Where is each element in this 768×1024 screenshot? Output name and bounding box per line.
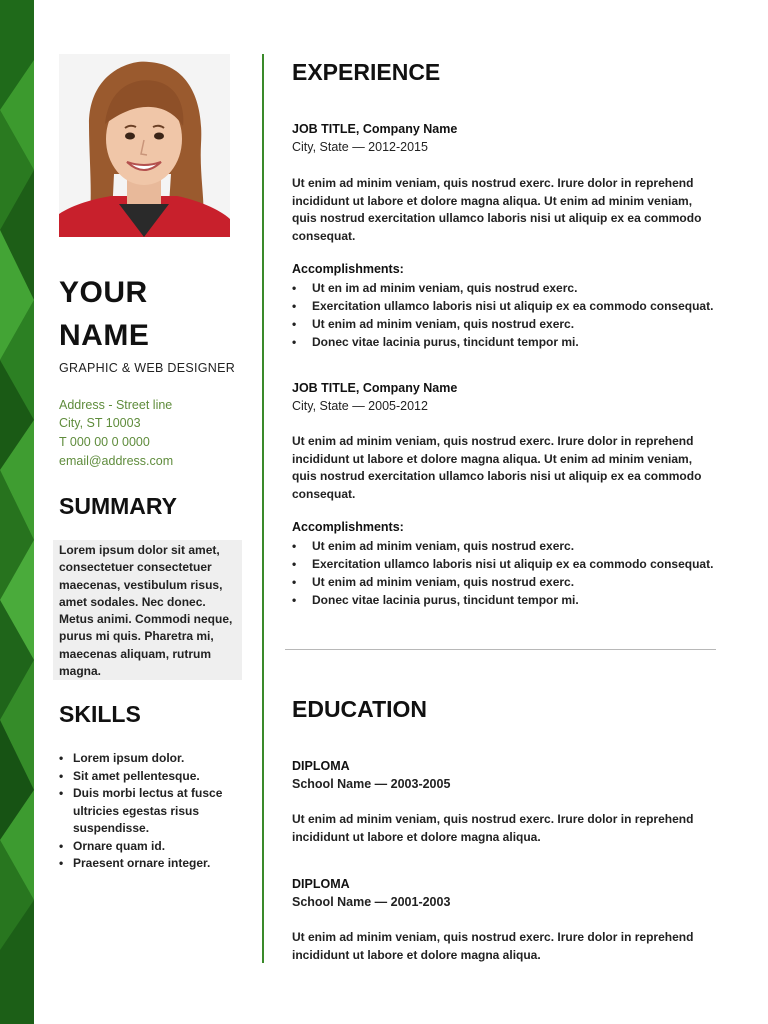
section-divider (285, 649, 716, 650)
summary-heading: SUMMARY (59, 493, 177, 519)
contact-address: Address - Street line (59, 398, 173, 412)
skills-heading: SKILLS (59, 701, 141, 727)
education-2-title: DIPLOMA (292, 877, 350, 891)
job-2-title: JOB TITLE, Company Name (292, 381, 458, 395)
education-heading: EDUCATION (292, 696, 428, 722)
job-1-title: JOB TITLE, Company Name (292, 122, 458, 136)
job-1-meta: City, State — 2012-2015 (292, 140, 428, 154)
name-line-1: YOUR (59, 276, 148, 309)
accomplishment-item: • Donec vitae lacinia purus, tincidunt tempor mi. (292, 333, 722, 351)
job-role: GRAPHIC & WEB DESIGNER (59, 361, 236, 375)
summary-box (53, 540, 242, 680)
accomplishment-item: • Donec vitae lacinia purus, tincidunt tempor mi. (292, 591, 722, 609)
job-1-description: Ut enim ad minim veniam, quis nostrud exerc. Irure dolor in reprehend incididunt ut labore et dolore magna aliqua. Ut enim ad minim veniam, quis nostrud exercitation ullamco laboris nisi ut aliquip ex ea commodo consequat. (292, 176, 702, 243)
contact-email[interactable]: email@address.com (59, 454, 174, 468)
education-2-description: Ut enim ad minim veniam, quis nostrud exerc. Irure dolor in reprehend incididunt ut labore et dolore magna aliqua. (292, 930, 694, 962)
education-1-meta: School Name — 2003-2005 (292, 777, 451, 791)
contact-city: City, ST 10003 (59, 416, 141, 430)
name-line-2: NAME (59, 319, 150, 352)
education-1-description: Ut enim ad minim veniam, quis nostrud exerc. Irure dolor in reprehend incididunt ut labore et dolore magna aliqua. (292, 812, 694, 844)
accomplishment-item: • Ut enim ad minim veniam, quis nostrud exerc. (292, 537, 722, 555)
accomplishment-item: • Exercitation ullamco laboris nisi ut aliquip ex ea commodo consequat. (292, 297, 722, 315)
job-2-meta: City, State — 2005-2012 (292, 399, 428, 413)
profile-photo (59, 54, 230, 237)
skill-item: • Sit amet pellentesque. (59, 768, 239, 786)
job-2-description: Ut enim ad minim veniam, quis nostrud exerc. Irure dolor in reprehend incididunt ut labore et dolore magna aliqua. Ut enim ad minim veniam, quis nostrud exercitation ullamco laboris nisi ut aliquip ex ea commodo consequat. (292, 434, 702, 501)
decorative-green-strip (0, 0, 34, 1024)
job-2-accomplishments (292, 537, 722, 609)
summary-text: Lorem ipsum dolor sit amet, consectetuer consectetuer maecenas, vestibulum risus, amet sodales. Nec donec. Metus animi. Commodi neque, purus mi quis. Pharetra mi, maecenas aliquam, rutrum magna. (59, 543, 233, 679)
skill-item: • Lorem ipsum dolor. (59, 750, 239, 768)
experience-heading: EXPERIENCE (292, 59, 441, 85)
education-1-title: DIPLOMA (292, 759, 350, 773)
accomplishment-item: • Exercitation ullamco laboris nisi ut aliquip ex ea commodo consequat. (292, 555, 722, 573)
accomplishment-item: • Ut enim ad minim veniam, quis nostrud exerc. (292, 573, 722, 591)
accomplishment-item: • Ut enim ad minim veniam, quis nostrud exerc. (292, 315, 722, 333)
job-1-accomplishments-label: Accomplishments: (292, 262, 404, 276)
skill-item: • Praesent ornare integer. (59, 855, 239, 873)
skill-item: • Duis morbi lectus at fusce ultricies egestas risus suspendisse. (59, 785, 239, 838)
skills-list (59, 750, 239, 873)
contact-phone: T 000 00 0 0000 (59, 435, 150, 449)
accomplishment-item: • Ut en im ad minim veniam, quis nostrud exerc. (292, 279, 722, 297)
skill-item: • Ornare quam id. (59, 838, 239, 856)
job-2-accomplishments-label: Accomplishments: (292, 520, 404, 534)
job-1-accomplishments (292, 279, 722, 351)
column-divider (262, 54, 264, 963)
education-2-meta: School Name — 2001-2003 (292, 895, 451, 909)
